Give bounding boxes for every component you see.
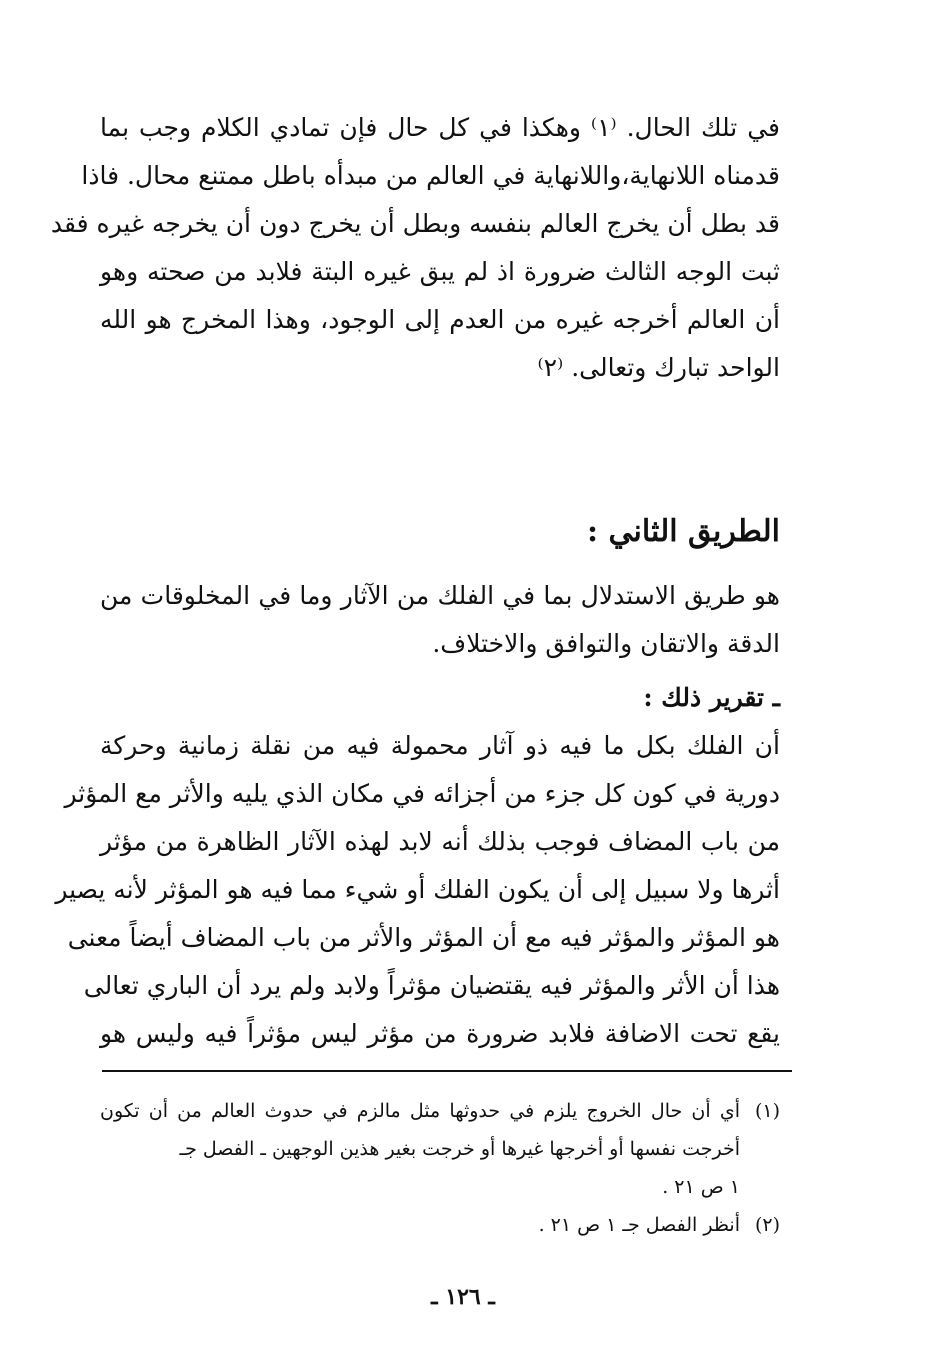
paragraph-line: الدقة والاتقان والتوافق والاختلاف. — [432, 629, 780, 658]
paragraph-line: أثرها ولا سبيل إلى أن يكون الفلك أو شيء مما فيه هو المؤثر لأنه يصير — [55, 875, 780, 904]
paragraph-line: هو طريق الاستدلال بما في الفلك من الآثار وما في المخلوقات من — [100, 581, 780, 610]
paragraph-line: دورية في كون كل جزء من أجزائه في مكان الذي يليه والأثر مع المؤثر — [64, 779, 780, 808]
footnote-line: أخرجت نفسها أو أخرجها غيرها أو خرجت بغير هذين الوجهين ـ الفصل جـ — [179, 1138, 740, 1160]
paragraph-line: من باب المضاف فوجب بذلك أنه لابد لهذه الآثار الظاهرة من مؤثر — [100, 827, 780, 856]
paragraph-line: يقع تحت الاضافة فلابد ضرورة من مؤثر ليس مؤثراً فيه وليس هو — [100, 1019, 780, 1048]
section-intro — [100, 572, 780, 668]
paragraph-line: أن العالم أخرجه غيره من العدم إلى الوجود، وهذا المخرج هو الله — [100, 305, 780, 334]
paragraph-line: في تلك الحال. ⁽١⁾ وهكذا في كل حال فإن تمادي الكلام وجب بما — [100, 113, 780, 142]
footnote — [100, 1092, 780, 1206]
footnote-line — [100, 1092, 780, 1130]
section-body — [55, 722, 780, 1058]
paragraph-line: هو المؤثر والمؤثر فيه مع أن المؤثر والأثر من باب المضاف أيضاً معنى — [67, 923, 780, 952]
footnote — [100, 1206, 780, 1244]
paragraph-line: أن الفلك بكل ما فيه ذو آثار محمولة فيه من نقلة زمانية وحركة — [100, 731, 780, 760]
paragraph-line: قدمناه اللانهاية،واللانهاية في العالم من مبدأه باطل ممتنع محال. فاذا — [81, 161, 780, 190]
paragraph-line: هذا أن الأثر والمؤثر فيه يقتضيان مؤثراً ولابد ولم يرد أن الباري تعالى — [83, 971, 780, 1000]
footnote-text: أي أن حال الخروج يلزم في حدوثها مثل مالزم في حدوث العالم من أن تكون — [100, 1100, 740, 1122]
paragraph-line: ثبت الوجه الثالث ضرورة اذ لم يبق غيره البتة فلابد من صحته وهو — [100, 257, 780, 286]
top-paragraph — [50, 104, 780, 392]
footnote-line: ١ ص ٢١ . — [662, 1176, 740, 1198]
footnotes — [100, 1092, 780, 1244]
paragraph-line: قد بطل أن يخرج العالم بنفسه وبطل أن يخرج دون أن يخرجه غيره فقد — [50, 209, 780, 238]
footnote-text: أنظر الفصل جـ ١ ص ٢١ . — [538, 1214, 740, 1236]
paragraph-line: الواحد تبارك وتعالى. ⁽٢⁾ — [537, 353, 780, 382]
footnote-separator — [102, 1070, 792, 1072]
footnote-line — [100, 1206, 780, 1244]
footnote-number: (١) — [754, 1100, 780, 1122]
section-subheading: ـ تقرير ذلك : — [643, 683, 780, 712]
footnote-number: (٢) — [754, 1214, 780, 1236]
section-heading: الطريق الثاني : — [587, 514, 780, 549]
page-number: ـ ١٢٦ ـ — [431, 1284, 495, 1310]
